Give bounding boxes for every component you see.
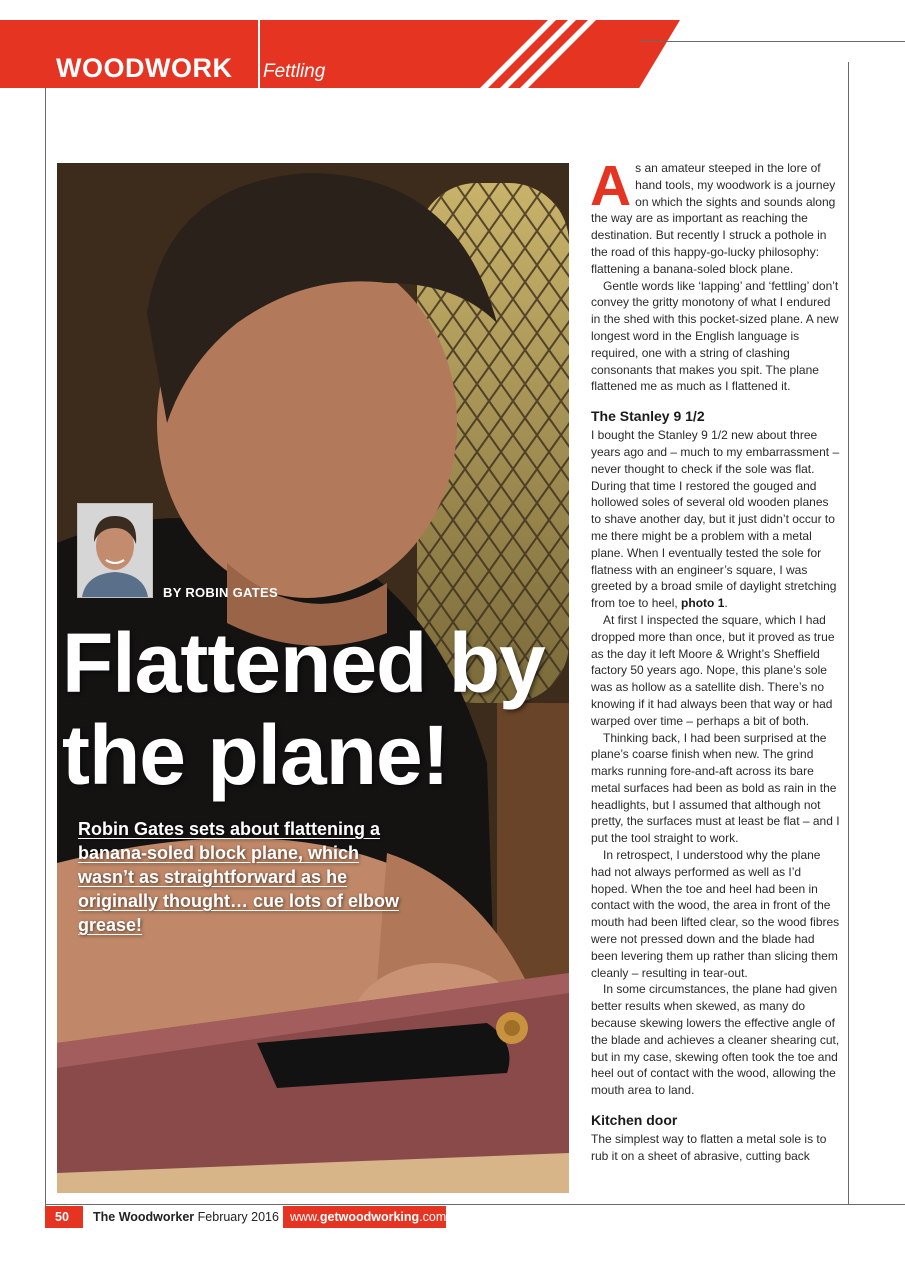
page-frame-right: [848, 62, 849, 1205]
kitchen-door-paragraph-1: The simplest way to flatten a metal sole is to rub it on a sheet of abrasive, cutting back: [591, 1132, 827, 1163]
standfirst: Robin Gates sets about flattening a banana-soled block plane, which wasn’t as straightforward as he originally thought… cue lots of elbow grease!: [78, 819, 399, 935]
section-title: WOODWORK: [56, 53, 233, 83]
stanley-text-1: I bought the Stanley 9 1/2 new about three years ago and – much to my embarrassment – never thought to check if the sole was flat. During that time I restored the gouged and hollowed soles of several old wooden planes to shave another day, but it just didn’t occur to me there might be a problem with a metal plane. When I eventually tested the sole for flatness with an engineer’s square, I was greeted by a broad smile of daylight stretching from toe to heel,: [591, 428, 840, 611]
headline-line-1: Flattened by: [62, 616, 545, 710]
byline: BY ROBIN GATES: [163, 585, 278, 600]
issue-date: February 2016: [197, 1210, 279, 1224]
magazine-name: The Woodworker: [93, 1210, 195, 1224]
section-subtitle: Fettling: [263, 61, 326, 82]
subheading-stanley: The Stanley 9 1/2: [591, 408, 705, 425]
intro-text-1: s an amateur steeped in the lore of hand tools, my woodwork is a journey on which the sights and sounds along the way are as important as reaching the destination. But recently I struck a pothole in the road of this happy-go-lucky philosophy: flattening a banana-soled block plane.: [591, 161, 836, 276]
stanley-paragraph-1: [591, 427, 841, 612]
stanley-paragraph-3: Thinking back, I had been surprised at the plane’s coarse finish when new. The grind marks running fore-and-aft across its bare metal surfaces had been as bold as rain in the headlights, but I assumed that although not pretty, the surfaces must at least be flat – and I put the tool straight to work.: [591, 730, 840, 846]
header-rule-line: [640, 41, 905, 42]
author-portrait-icon: [78, 504, 152, 597]
headline-line-2: the plane!: [62, 708, 449, 802]
url-prefix: www.: [290, 1210, 320, 1224]
intro-paragraph-2: Gentle words like ‘lapping’ and ‘fettling’ don’t convey the gritty monotony of what I endured in the shed with this pocket-sized plane. A new longest word in the English language is required, one with a string of clashing consonants that makes you spit. The plane flattened me as much as I flattened it.: [591, 278, 839, 394]
stanley-text-1-end: .: [724, 596, 728, 611]
author-portrait-photo: [77, 503, 153, 598]
photo-reference: photo 1: [681, 596, 725, 611]
article-body: [590, 154, 841, 1165]
page-frame-left: [45, 88, 46, 1228]
header-stripes-decoration: [470, 20, 710, 88]
drop-cap: A: [590, 154, 632, 218]
stanley-paragraph-5: In some circumstances, the plane had given better results when skewed, as many do because skewing lowers the effective angle of the blade and achieves a cleaner shearing cut, but in my case, skewing often took the toe and heel out of contact with the wood, allowing the mouth area to land.: [591, 982, 840, 1098]
page-frame-bottom: [45, 1204, 905, 1205]
headline: [62, 617, 582, 801]
website-link[interactable]: [283, 1206, 446, 1228]
stanley-paragraph-4: In retrospect, I understood why the plane had not always performed as well as I’d hoped. When the toe and heel had been in contact with the wood, the area in front of the mouth had been lifted clear, so the wood fibres were not pressed down and the blade had been levering them up rather than slicing them cleanly – resulting in tear-out.: [591, 848, 840, 980]
stanley-paragraph-2: At first I inspected the square, which I had dropped more than once, but it proved as true as the day it left Moore & Wright’s Sheffield factory 50 years ago. Nope, this plane’s sole was as hollow as a satellite dish. There’s no knowing if it had always been that way or had warped over time – perhaps a bit of both.: [591, 612, 835, 728]
url-suffix: .com: [419, 1210, 447, 1224]
section-header: [0, 20, 905, 88]
intro-paragraph-1: [590, 154, 841, 278]
page-number: 50: [45, 1206, 83, 1228]
header-divider: [258, 20, 260, 88]
url-domain: getwoodworking: [319, 1210, 420, 1224]
subheading-kitchen-door: Kitchen door: [591, 1112, 678, 1129]
